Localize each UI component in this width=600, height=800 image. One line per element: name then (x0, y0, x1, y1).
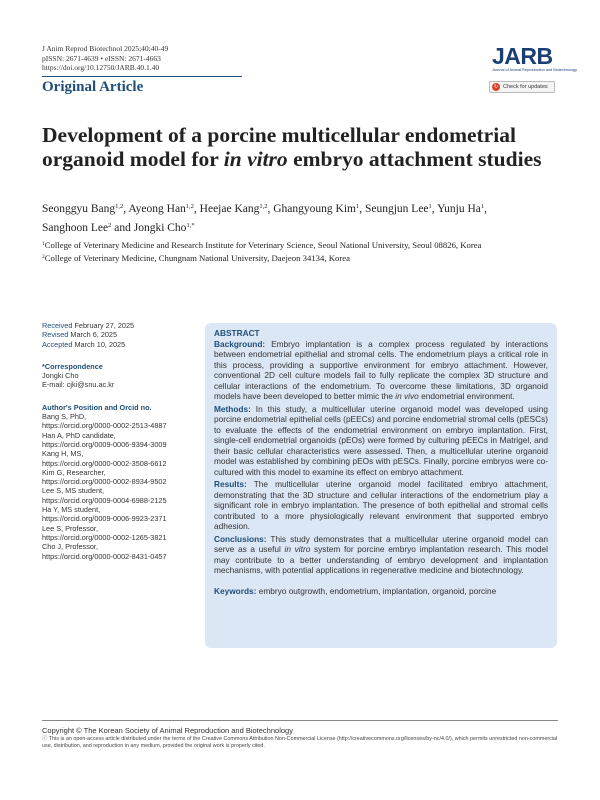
copyright-notice: Copyright © The Korean Society of Animal Reproduction and Biotechnology (42, 726, 293, 735)
correspondence-heading: *Correspondence (42, 361, 103, 371)
affiliation-2: $^2$College of Veterinary Medicine, Chungnam National University, Daejeon 34134, Korea (42, 253, 350, 263)
author: Jongki Cho$^{1,*}$ (133, 221, 195, 234)
abstract-conclusions: Conclusions: This study demonstrates that a multicellular uterine organoid model can serve as a useful in vitro system for porcine embryo implantation research. This model may contribute to a better understanding of embryo development and implantation mechanisms, with potential applications in regenerative medicine and biotechnology. (214, 533, 549, 575)
author-positions-heading: Author's Position and Orcid no. (42, 402, 152, 412)
footer-divider (42, 720, 558, 721)
author-position-line: Lee S, MS student, (42, 486, 105, 496)
logo-text: JARB (492, 43, 553, 69)
orcid-link[interactable]: https://orcid.org/0000-0002-8934-9502 (42, 477, 167, 487)
author-position-line: Kim G, Researcher, (42, 467, 106, 477)
author: Seonggyu Bang$^{1,2}$, (42, 203, 129, 215)
affiliation-1: $^1$College of Veterinary Medicine and Research Institute for Veterinary Science, Seoul National University, Seoul 08826, Korea (42, 240, 482, 250)
meta-divider (42, 76, 242, 77)
check-updates-button[interactable] (489, 81, 555, 93)
article-title: Development of a porcine multicellular endometrial organoid model for in vitro embryo attachment studies (42, 123, 542, 171)
orcid-link[interactable]: https://orcid.org/0000-0002-2513-4887 (42, 421, 167, 431)
author-position-line: Ha Y, MS student, (42, 505, 101, 515)
check-updates-label: Check for updates (503, 84, 548, 90)
orcid-link[interactable]: https://orcid.org/0000-0002-3508-6612 (42, 458, 167, 468)
abstract-results: Results: The multicellular uterine organoid model facilitated embryo attachment, demonstrating that the 3D structure and cellular interactions of the endometrium play a significant role in embryo implantation. The presence of both epithelial and stromal cells contributed to a more physiologically relevant environment that supported embryo adhesion. (214, 479, 548, 531)
correspondence-name: Jongki Cho (42, 371, 79, 381)
abstract-background: Background: Embryo implantation is a complex process regulated by interactions between endometrial epithelial and stromal cells. The endometrium plays a critical role in this process, providing a supportive environment for embryo attachment. However, conventional 2D cell culture models fail to fully replicate the complex 3D structure and cellular interactions of the endometrium. To overcome these limitations, 3D organoid models have been developed to better mimic the in vivo endometrial environment. (214, 338, 548, 401)
author-position-line: Kang H, MS, (42, 449, 84, 459)
author-list (42, 199, 552, 236)
orcid-link[interactable]: https://orcid.org/0009-0006-9394-3009 (42, 439, 167, 449)
orcid-link[interactable]: https://orcid.org/0000-0002-1265-3821 (42, 532, 167, 542)
author: Seungjun Lee$^1$, (364, 203, 438, 215)
author: Yunju Ha$^1$, (437, 203, 488, 215)
orcid-link[interactable]: https://orcid.org/0009-0006-9923-2371 (42, 514, 167, 524)
journal-issn: pISSN: 2671-4639 • eISSN: 2671-4663 (42, 53, 161, 63)
author: Ghangyoung Kim$^1$, (273, 203, 365, 215)
revised-date: Revised March 6, 2025 (42, 330, 118, 340)
correspondence-email[interactable]: E-mail: cjki@snu.ac.kr (42, 380, 115, 390)
abstract-heading: ABSTRACT (214, 328, 260, 338)
refresh-icon: ↻ (493, 84, 499, 90)
journal-citation: J Anim Reprod Biotechnol 2025;40:40-49 (42, 44, 169, 53)
jarb-logo (492, 43, 578, 73)
author-position-line: Han A, PhD candidate, (42, 430, 116, 440)
abstract-keywords: Keywords: embryo outgrowth, endometrium, implantation, organoid, porcine (214, 585, 497, 596)
license-notice: ⓒ This is an open-access article distributed under the terms of the Creative Commons Attribution Non-Commercial License (http://creativecommons.org/licenses/by-nc/4.0/), which permits unrestricted non-commercial use, distribution, and reproduction in any medium, provided the original work is properly cited. (42, 736, 558, 749)
logo-subtitle: Journal of Animal Reproduction and Biotechnology (492, 68, 578, 72)
orcid-link[interactable]: https://orcid.org/0009-0004-6988-2125 (42, 495, 167, 505)
affiliations (42, 238, 562, 264)
abstract-box (205, 323, 557, 648)
author: Ayeong Han$^{1,2}$, (128, 203, 200, 215)
received-date: Received February 27, 2025 (42, 321, 135, 330)
author-position-line: Lee S, Professor, (42, 523, 98, 533)
author: Heejae Kang$^{1,2}$, (199, 203, 274, 215)
journal-doi[interactable]: https://doi.org/10.12750/JARB.40.1.40 (42, 63, 160, 73)
journal-meta (42, 44, 168, 73)
author-position-line: Bang S, PhD, (42, 412, 87, 422)
orcid-link[interactable]: https://orcid.org/0000-0002-8431-0457 (42, 551, 167, 561)
author: Sanghoon Lee$^2$ and (42, 221, 134, 234)
author-position-line: Cho J, Professor, (42, 542, 98, 552)
article-sidebar (42, 321, 202, 561)
abstract-methods: Methods: In this study, a multicellular uterine organoid model was developed using porcine endometrial epithelial cells (pEECs) and porcine endometrial stromal cells (pESCs) to evaluate the effects of the endometrial environment on embryo implantation. First, single-cell endometrial organoids (pEOs) were formed by culturing pEECs in Matrigel, and their basic cellular characteristics were assessed. Then, a multicellular uterine organoid model was established by combining pEOs with pESCs. Finally, porcine embryos were co-cultured with this model to examine its effect on embryo attachment. (214, 403, 548, 477)
article-type: Original Article (42, 79, 144, 95)
accepted-date: Accepted March 10, 2025 (42, 339, 126, 349)
